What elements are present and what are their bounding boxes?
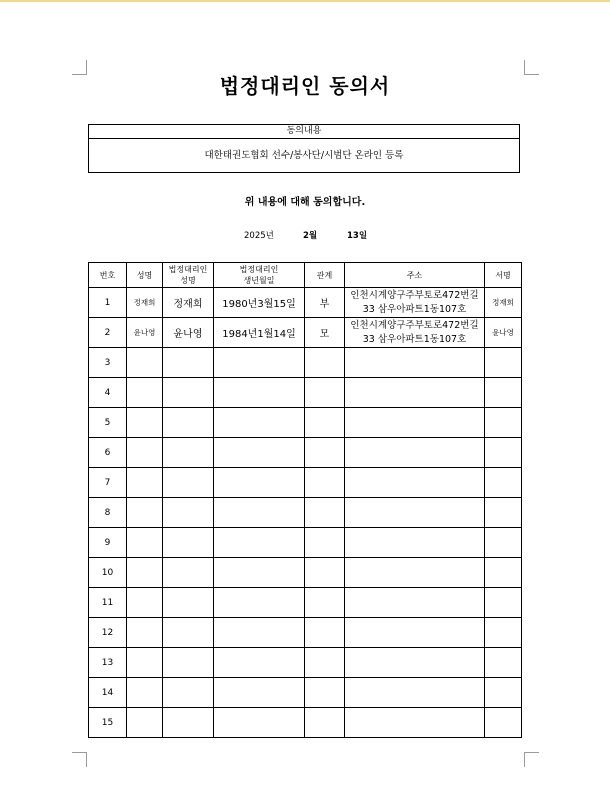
cell-signature: 정재희 (485, 288, 522, 318)
table-row (89, 438, 522, 468)
cell-address (345, 678, 485, 708)
cell-guardian-birth (214, 348, 305, 378)
cell-name: 윤나영 (127, 318, 163, 348)
cell-address (345, 348, 485, 378)
cell-relation: 부 (305, 288, 345, 318)
table-row (89, 498, 522, 528)
table-row (89, 708, 522, 738)
cell-signature (485, 498, 522, 528)
cell-guardian-birth (214, 438, 305, 468)
cell-relation (305, 648, 345, 678)
cell-name: 정재희 (127, 288, 163, 318)
cell-name (127, 348, 163, 378)
cell-signature: 윤나영 (485, 318, 522, 348)
cell-guardian-name: 정재희 (163, 288, 214, 318)
cell-name (127, 648, 163, 678)
table-row (89, 648, 522, 678)
cell-no: 12 (89, 618, 127, 648)
header-guardian-name: 법정대리인 성명 (163, 263, 214, 288)
consent-content-header: 동의내용 (89, 125, 519, 139)
table-row (89, 288, 522, 318)
table-row (89, 588, 522, 618)
cell-guardian-name (163, 618, 214, 648)
header-name: 성명 (127, 263, 163, 288)
header-address: 주소 (345, 263, 485, 288)
cell-address (345, 558, 485, 588)
cell-address (345, 498, 485, 528)
cell-name (127, 528, 163, 558)
agreement-statement: 위 내용에 대해 동의합니다. (244, 197, 366, 208)
cell-relation (305, 408, 345, 438)
cell-guardian-name (163, 468, 214, 498)
cell-guardian-birth (214, 468, 305, 498)
cell-guardian-name (163, 498, 214, 528)
cell-address (345, 648, 485, 678)
cell-guardian-name: 윤나영 (163, 318, 214, 348)
cell-address (345, 468, 485, 498)
cell-guardian-birth (214, 498, 305, 528)
cell-guardian-birth (214, 378, 305, 408)
cell-relation (305, 588, 345, 618)
cell-relation (305, 678, 345, 708)
cell-address (345, 438, 485, 468)
cell-guardian-name (163, 348, 214, 378)
cell-no: 5 (89, 408, 127, 438)
cell-no: 1 (89, 288, 127, 318)
cell-signature (485, 618, 522, 648)
table-row (89, 408, 522, 438)
crop-mark-bottom-right (524, 752, 539, 767)
cell-address (345, 588, 485, 618)
cell-guardian-name (163, 588, 214, 618)
cell-no: 7 (89, 468, 127, 498)
cell-no: 4 (89, 378, 127, 408)
table-row (89, 468, 522, 498)
cell-signature (485, 558, 522, 588)
table-header-row (89, 263, 522, 288)
table-row (89, 348, 522, 378)
cell-no: 6 (89, 438, 127, 468)
cell-name (127, 558, 163, 588)
cell-relation (305, 528, 345, 558)
cell-name (127, 438, 163, 468)
cell-guardian-name (163, 408, 214, 438)
cell-guardian-birth (214, 558, 305, 588)
cell-relation (305, 378, 345, 408)
cell-address (345, 708, 485, 738)
cell-guardian-name (163, 438, 214, 468)
cell-relation (305, 348, 345, 378)
header-no: 번호 (89, 263, 127, 288)
cell-relation (305, 618, 345, 648)
cell-guardian-birth: 1980년3월15일 (214, 288, 305, 318)
cell-relation: 모 (305, 318, 345, 348)
top-border (0, 0, 610, 2)
table-row (89, 318, 522, 348)
cell-guardian-birth (214, 678, 305, 708)
cell-no: 10 (89, 558, 127, 588)
cell-name (127, 378, 163, 408)
cell-address: 인천시계양구주부토로472번길33 삼우아파트1동107호 (345, 288, 485, 318)
guardian-table (88, 262, 522, 738)
cell-name (127, 408, 163, 438)
header-signature: 서명 (485, 263, 522, 288)
cell-name (127, 708, 163, 738)
consent-content-text: 대한태권도협회 선수/봉사단/시범단 온라인 등록 (204, 150, 404, 161)
cell-no: 15 (89, 708, 127, 738)
cell-guardian-birth (214, 618, 305, 648)
cell-no: 11 (89, 588, 127, 618)
cell-signature (485, 678, 522, 708)
date-day: 13일 (347, 231, 368, 241)
cell-signature (485, 408, 522, 438)
cell-guardian-birth (214, 588, 305, 618)
cell-address: 인천시계양구주부토로472번길33 삼우아파트1동107호 (345, 318, 485, 348)
cell-guardian-birth: 1984년1월14일 (214, 318, 305, 348)
table-row (89, 618, 522, 648)
date-year: 2025년 (244, 231, 274, 241)
cell-address (345, 408, 485, 438)
header-guardian-birth: 법정대리인 생년월일 (214, 263, 305, 288)
header-relation: 관계 (305, 263, 345, 288)
table-row (89, 378, 522, 408)
cell-name (127, 678, 163, 708)
cell-no: 13 (89, 648, 127, 678)
cell-guardian-name (163, 558, 214, 588)
cell-relation (305, 558, 345, 588)
cell-no: 9 (89, 528, 127, 558)
cell-signature (485, 588, 522, 618)
cell-name (127, 588, 163, 618)
cell-no: 8 (89, 498, 127, 528)
table-row (89, 678, 522, 708)
cell-address (345, 618, 485, 648)
cell-relation (305, 438, 345, 468)
cell-guardian-name (163, 678, 214, 708)
cell-guardian-name (163, 708, 214, 738)
cell-no: 2 (89, 318, 127, 348)
cell-signature (485, 378, 522, 408)
cell-guardian-birth (214, 408, 305, 438)
cell-signature (485, 348, 522, 378)
date-month: 2월 (303, 231, 318, 241)
cell-name (127, 498, 163, 528)
cell-signature (485, 648, 522, 678)
cell-name (127, 618, 163, 648)
cell-guardian-name (163, 378, 214, 408)
document-title: 법정대리인 동의서 (219, 74, 391, 98)
cell-guardian-name (163, 648, 214, 678)
cell-no: 14 (89, 678, 127, 708)
cell-guardian-birth (214, 528, 305, 558)
cell-relation (305, 498, 345, 528)
cell-signature (485, 438, 522, 468)
consent-content-box (88, 124, 520, 173)
table-row (89, 558, 522, 588)
cell-signature (485, 468, 522, 498)
cell-no: 3 (89, 348, 127, 378)
cell-guardian-birth (214, 708, 305, 738)
cell-guardian-birth (214, 648, 305, 678)
cell-signature (485, 708, 522, 738)
cell-address (345, 528, 485, 558)
table-row (89, 528, 522, 558)
cell-relation (305, 468, 345, 498)
crop-mark-bottom-left (72, 752, 87, 767)
cell-relation (305, 708, 345, 738)
cell-guardian-name (163, 528, 214, 558)
cell-name (127, 468, 163, 498)
cell-address (345, 378, 485, 408)
cell-signature (485, 528, 522, 558)
